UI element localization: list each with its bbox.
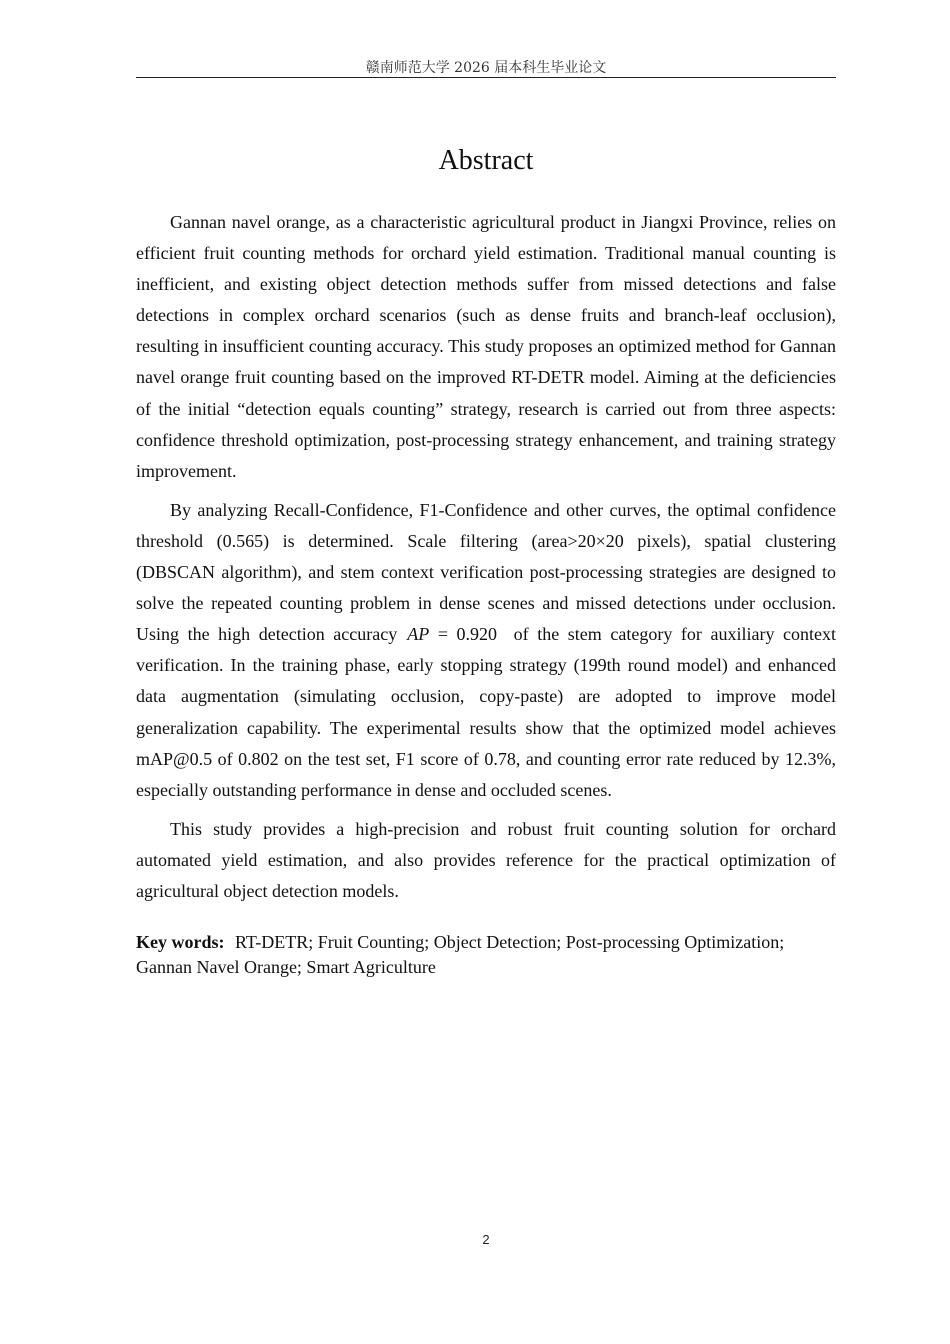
header-rule — [136, 77, 836, 78]
running-header: 赣南师范大学 2026 届本科生毕业论文 — [365, 60, 607, 76]
paragraph-2-text-before: By analyzing Recall-Confidence, F1-Confidence and other curves, the optimal confidence threshold (0.565) is determined. Scale filtering (area>20×20 pixels), spatial clustering (DBSCAN algorithm), and stem context verification post-processing strategies are designed to solve the repeated counting problem in dense scenes and missed detections under occlusion. Using the high detection accuracy — [136, 499, 836, 645]
abstract-paragraph-3: This study provides a high-precision and robust fruit counting solution for orchard automated yield estimation, and also provides reference for the practical optimization of agricultural object detection models. — [136, 818, 836, 901]
keywords-label: Key words: — [136, 932, 225, 952]
keywords-text: RT-DETR; Fruit Counting; Object Detection; Post-processing Optimization; Gannan Navel Orange; Smart Agriculture — [136, 932, 785, 977]
abstract-paragraph-1: Gannan navel orange, as a characteristic agricultural product in Jiangxi Province, relies on efficient fruit counting methods for orchard yield estimation. Traditional manual counting is inefficient, and existing object detection methods suffer from missed detections and false detections in complex orchard scenarios (such as dense fruits and branch-leaf occlusion), resulting in insufficient counting accuracy. This study proposes an optimized method for Gannan navel orange fruit counting based on the improved RT-DETR model. Aiming at the deficiencies of the initial “detection equals counting” strategy, research is carried out from three aspects: confidence threshold optimization, post-processing strategy enhancement, and training strategy improvement. — [136, 212, 836, 481]
paragraph-2-text-after: of the stem category for auxiliary context verification. In the training phase, early stopping strategy (199th round model) and enhanced data augmentation (simulating occlusion, copy-paste) are adopted to improve model generalization capability. The experimental results show that the optimized model achieves mAP@0.5 of 0.802 on the test set, F1 score of 0.78, and counting error rate reduced by 12.3%, especially outstanding performance in dense and occluded scenes. — [136, 624, 837, 800]
math-ap-symbol: AP — [407, 624, 430, 645]
math-ap-value: = 0.920 — [429, 624, 498, 645]
abstract-title: Abstract — [438, 145, 534, 176]
page-number: 2 — [482, 1232, 490, 1247]
keywords-block — [136, 930, 836, 980]
abstract-body — [136, 207, 836, 915]
abstract-paragraph-2 — [136, 495, 836, 806]
